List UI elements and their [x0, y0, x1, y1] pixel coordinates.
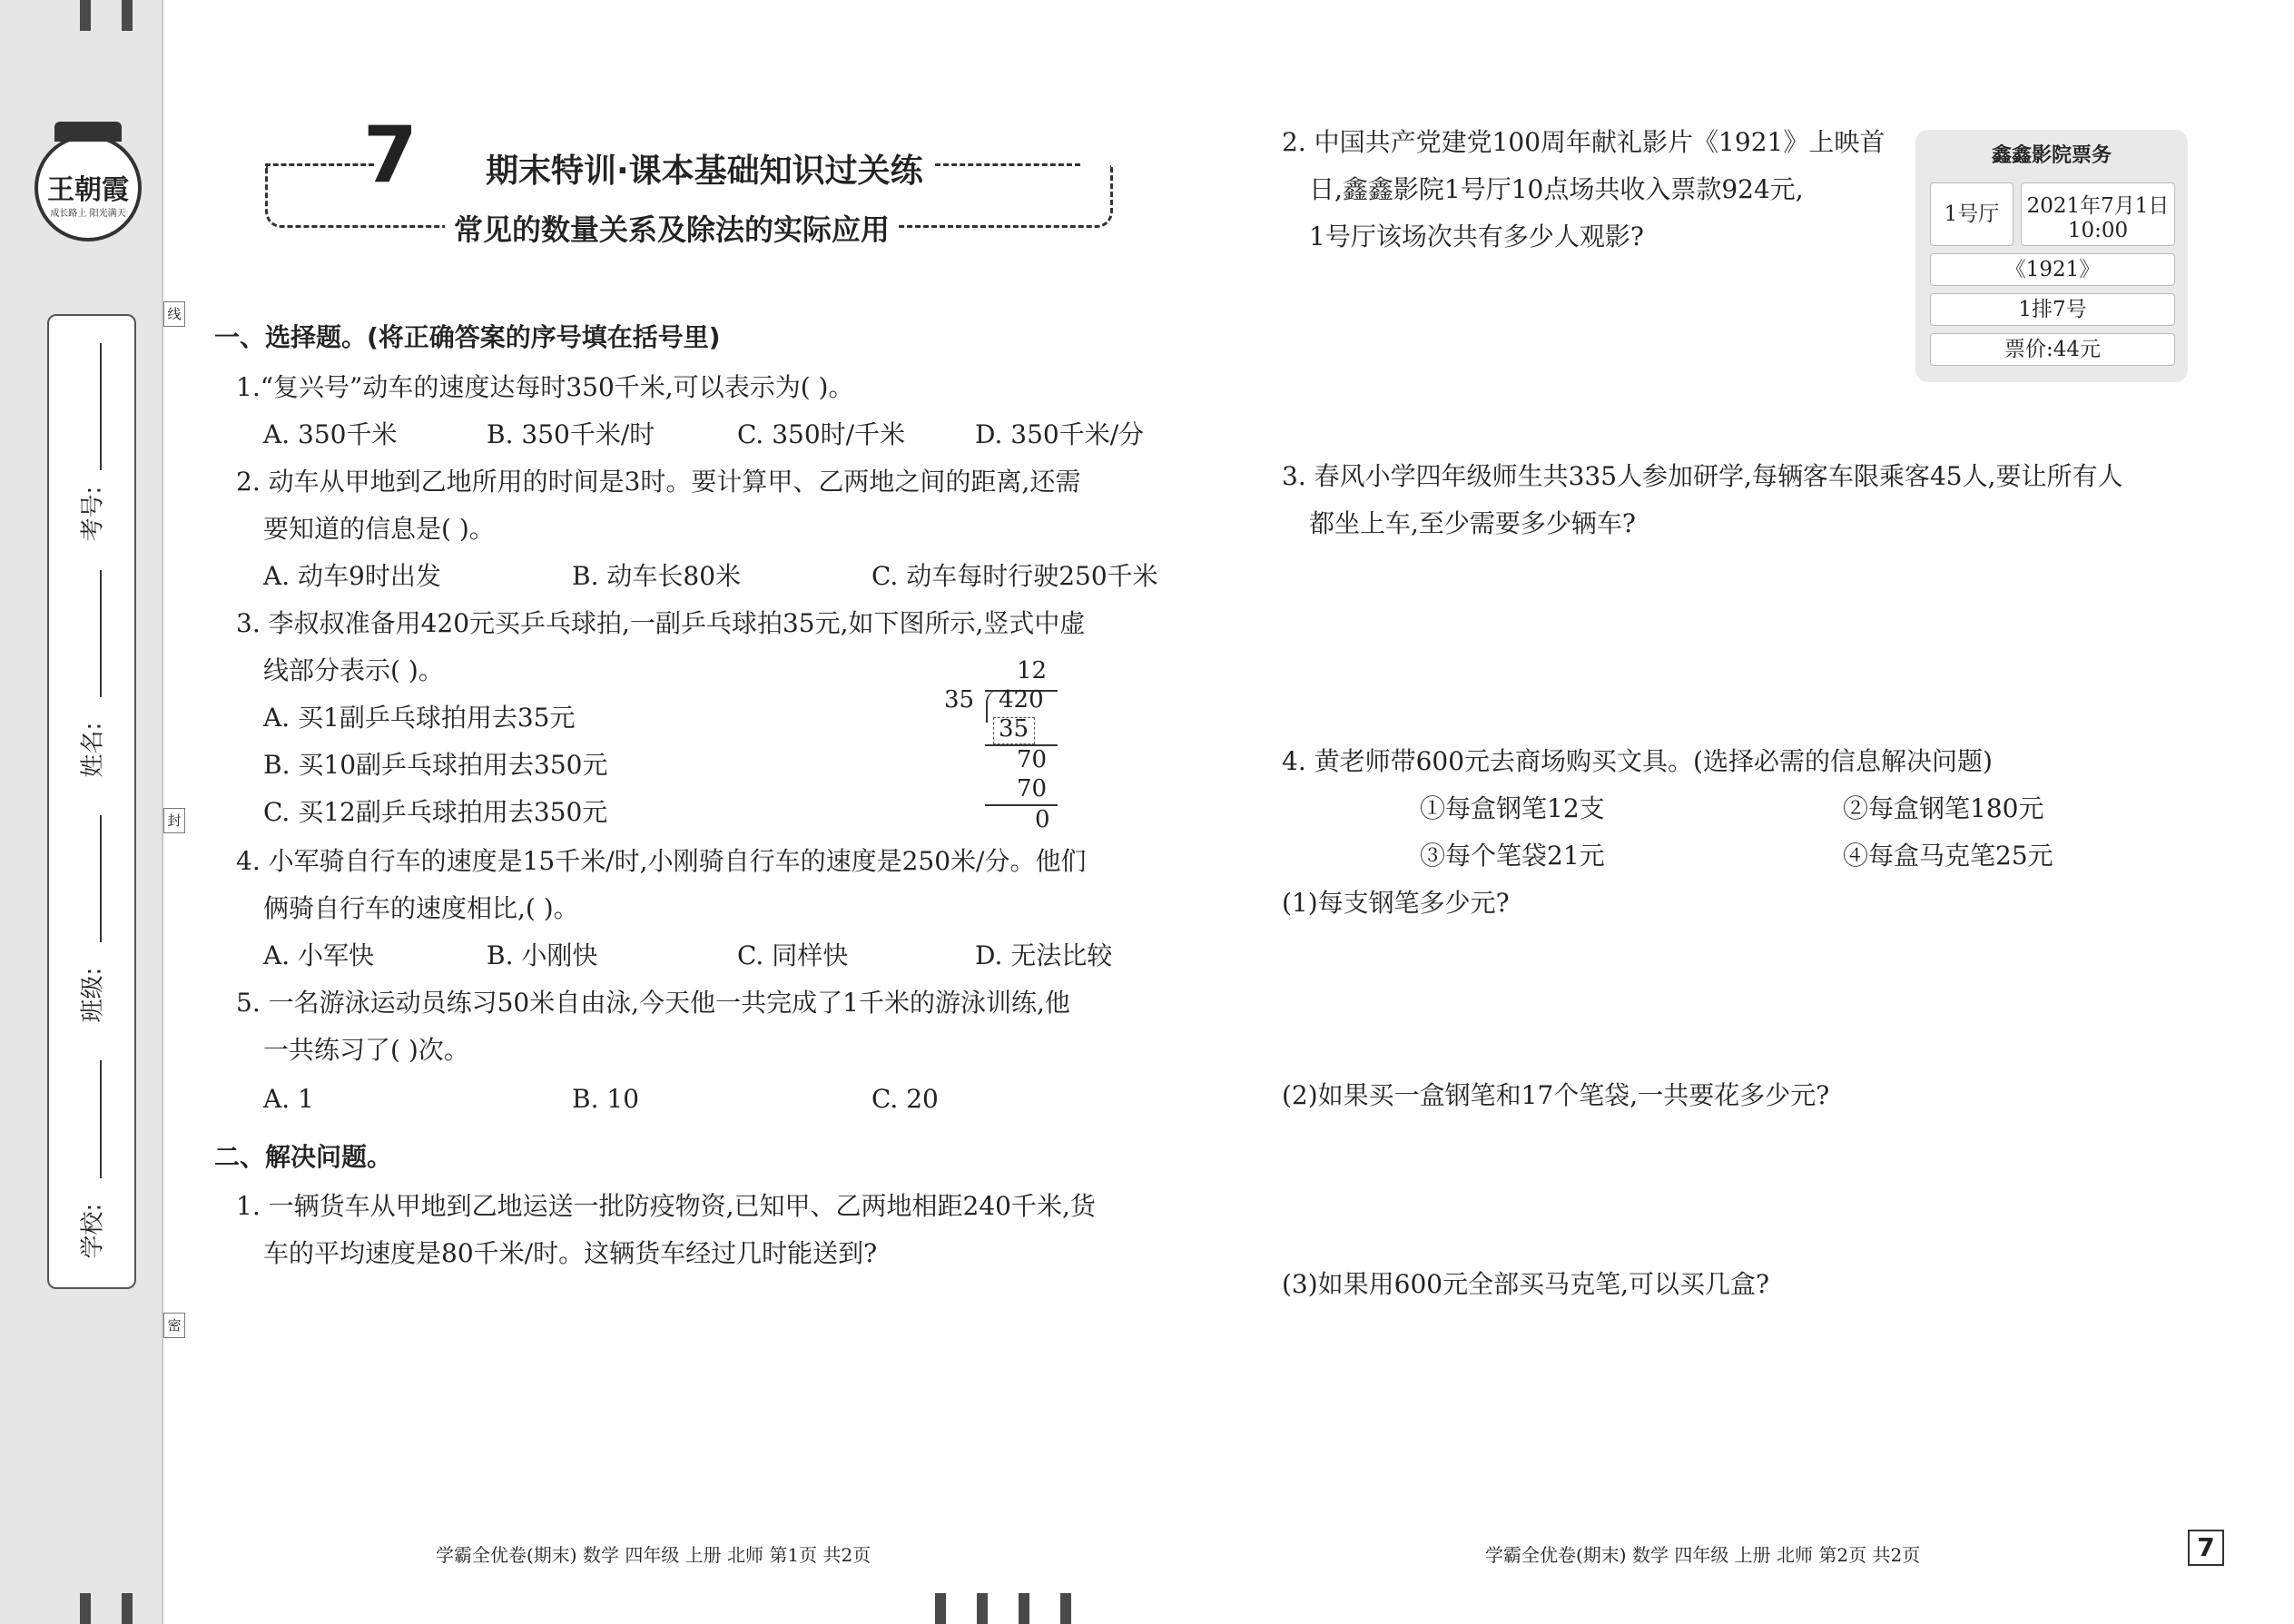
class-field[interactable]: [100, 815, 102, 942]
sub-question-1: (1)每支钢笔多少元?: [1282, 888, 1510, 918]
ticket-title: 鑫鑫影院票务: [1991, 144, 2112, 167]
ticket-price: 票价:44元: [1930, 333, 2175, 366]
exam-number-label: 考号:: [79, 486, 107, 542]
ticket-hall: 1号厅: [1930, 182, 2013, 246]
division-step: 35: [999, 715, 1029, 743]
question-1: 1.“复兴号”动车的速度达每时350千米,可以表示为( )。: [236, 372, 854, 402]
problem-3-cont: 都坐上车,至少需要多少辆车?: [1309, 508, 1636, 538]
info-item: ③每个笔袋21元: [1420, 841, 1605, 871]
problem-1-cont: 车的平均速度是80千米/时。这辆货车经过几时能送到?: [263, 1238, 878, 1268]
division-remainder: 70: [1017, 746, 1048, 773]
registration-mark: [1019, 1593, 1029, 1624]
option: A. 动车9时出发: [263, 561, 441, 591]
problem-2-cont: 1号厅该场次共有多少人观影?: [1309, 221, 1644, 251]
cut-mark: 线: [163, 301, 185, 327]
division-step: 70: [1017, 775, 1048, 802]
ticket-datetime: [2021, 182, 2175, 246]
lesson-number: 7: [363, 110, 418, 201]
cut-mark: 封: [163, 808, 185, 833]
sub-question-3: (3)如果用600元全部买马克笔,可以买几盒?: [1282, 1269, 1770, 1299]
registration-mark: [1060, 1593, 1071, 1624]
option: B. 动车长80米: [572, 561, 742, 591]
division-divisor: 35: [944, 686, 975, 714]
sub-question-2: (2)如果买一盒钢笔和17个笔袋,一共要花多少元?: [1282, 1080, 1830, 1110]
option: B. 10: [572, 1084, 640, 1114]
problem-2-cont: 日,鑫鑫影院1号厅10点场共收入票款924元,: [1309, 174, 1804, 204]
page-subtitle: 常见的数量关系及除法的实际应用: [445, 207, 899, 249]
school-label: 学校:: [79, 1203, 107, 1259]
option: C. 20: [871, 1084, 939, 1114]
registration-mark: [935, 1593, 946, 1624]
question-4-cont: 俩骑自行车的速度相比,( )。: [263, 893, 579, 923]
ticket-seat: 1排7号: [1930, 293, 2175, 326]
question-5-cont: 一共练习了( )次。: [263, 1035, 469, 1065]
problem-4: 4. 黄老师带600元去商场购买文具。(选择必需的信息解决问题): [1282, 746, 1993, 776]
division-quotient: 12: [1017, 657, 1048, 684]
option: B. 小刚快: [487, 940, 598, 970]
header-dash: [265, 163, 374, 166]
problem-1: 1. 一辆货车从甲地到乙地运送一批防疫物资,已知甲、乙两地相距240千米,货: [236, 1191, 1096, 1221]
option: A. 350千米: [263, 419, 398, 449]
registration-mark: [80, 1593, 91, 1624]
option: C. 350时/千米: [737, 419, 906, 449]
name-label: 姓名:: [79, 722, 107, 778]
info-item: ④每盒马克笔25元: [1843, 841, 2053, 871]
school-field[interactable]: [100, 1060, 102, 1178]
ticket-date: 2021年7月1日: [2026, 194, 2170, 218]
question-2-cont: 要知道的信息是( )。: [263, 514, 495, 544]
option: A. 1: [263, 1084, 314, 1114]
option: C. 动车每时行驶250千米: [871, 561, 1158, 591]
problem-2: 2. 中国共产党建党100周年献礼影片《1921》上映首: [1282, 127, 1885, 157]
question-3: 3. 李叔叔准备用420元买乒乓球拍,一副乒乓球拍35元,如下图所示,竖式中虚: [236, 608, 1086, 638]
option: B. 买10副乒乓球拍用去350元: [263, 750, 608, 780]
registration-mark: [122, 0, 133, 31]
footer-right: 学霸全优卷(期末) 数学 四年级 上册 北师 第2页 共2页: [1485, 1544, 1921, 1566]
option: A. 小军快: [263, 940, 375, 970]
footer-left: 学霸全优卷(期末) 数学 四年级 上册 北师 第1页 共2页: [436, 1544, 871, 1566]
logo-slogan: 成长路上 阳光满天: [50, 209, 126, 219]
option: A. 买1副乒乓球拍用去35元: [263, 703, 576, 733]
info-item: ②每盒钢笔180元: [1843, 793, 2044, 823]
ticket-movie: 《1921》: [1930, 253, 2175, 286]
name-field[interactable]: [100, 570, 102, 697]
section-heading: 二、解决问题。: [214, 1142, 393, 1172]
option: D. 350千米/分: [975, 419, 1145, 449]
exam-number-field[interactable]: [100, 343, 102, 470]
option: B. 350千米/时: [487, 419, 655, 449]
page-number: 7: [2188, 1530, 2224, 1566]
header-dash: [935, 163, 1080, 166]
ticket-time: 10:00: [2067, 219, 2129, 242]
option: D. 无法比较: [975, 940, 1113, 970]
division-dividend: 420: [999, 686, 1044, 714]
division-final: 0: [1035, 806, 1050, 833]
registration-mark: [122, 1593, 133, 1624]
question-2: 2. 动车从甲地到乙地所用的时间是3时。要计算甲、乙两地之间的距离,还需: [236, 467, 1081, 497]
info-item: ①每盒钢笔12支: [1420, 793, 1605, 823]
cut-mark: 密: [163, 1313, 185, 1338]
question-5: 5. 一名游泳运动员练习50米自由泳,今天他一共完成了1千米的游泳训练,他: [236, 988, 1070, 1018]
option: C. 同样快: [737, 940, 849, 970]
page-title: 期末特训·课本基础知识过关练: [486, 153, 923, 190]
problem-3: 3. 春风小学四年级师生共335人参加研学,每辆客车限乘客45人,要让所有人: [1282, 461, 2123, 491]
class-label: 班级:: [79, 967, 107, 1023]
student-info-box: [47, 314, 136, 1289]
crown-icon: [54, 122, 122, 142]
registration-mark: [977, 1593, 988, 1624]
movie-ticket: [1915, 130, 2188, 382]
brand-logo: [34, 134, 142, 241]
section-heading: 一、选择题。(将正确答案的序号填在括号里): [214, 322, 721, 352]
question-4: 4. 小军骑自行车的速度是15千米/时,小刚骑自行车的速度是250米/分。他们: [236, 846, 1087, 876]
option: C. 买12副乒乓球拍用去350元: [263, 797, 608, 827]
logo-name: 王朝霞: [47, 174, 129, 206]
question-3-cont: 线部分表示( )。: [263, 655, 444, 685]
registration-mark: [80, 0, 91, 31]
